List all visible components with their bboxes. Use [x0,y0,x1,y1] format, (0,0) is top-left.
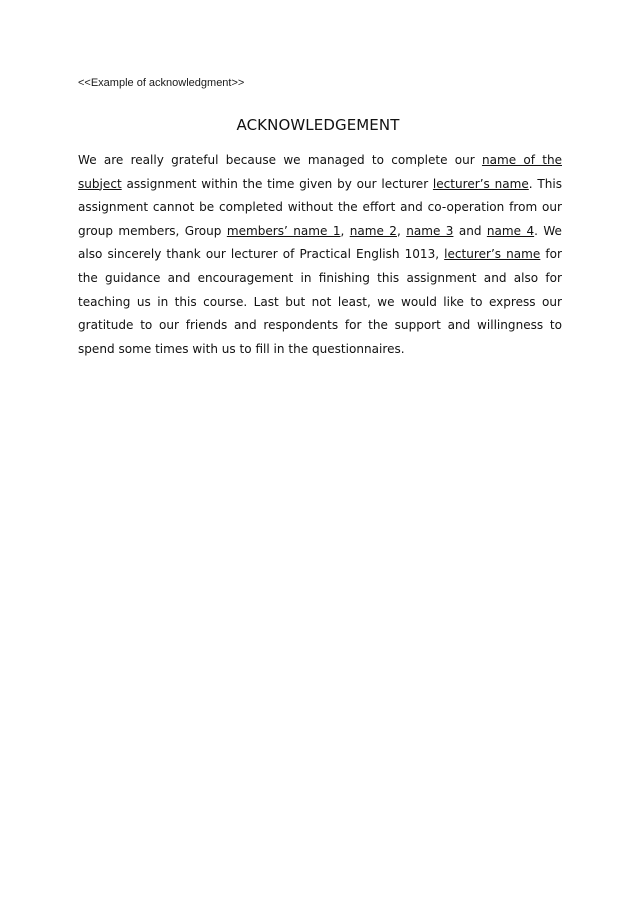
member-name-1-placeholder: members’ name 1 [226,223,341,238]
paragraph-text: and [453,223,487,238]
paragraph-text: , [396,223,407,238]
paragraph-text: , [340,223,350,238]
member-name-3-placeholder: name 3 [406,223,454,238]
paragraph-text: . This assignment cannot be completed without the effort and co-operation from our group members, Group [78,176,562,238]
lecturer-name-placeholder-2: lecturer’s name [444,247,541,262]
acknowledgement-paragraph [78,149,562,361]
page-title [0,116,638,134]
page-title-text: ACKNOWLEDGEMENT [236,116,400,134]
member-name-2-placeholder: name 2 [349,223,397,238]
paragraph-text: We are really grateful because we managed to complete our [78,153,482,167]
paragraph-text: . We also sincerely thank our lecturer of Practical English 1013, [78,223,562,262]
example-note: <<Example of acknowledgment>> [78,77,245,89]
paragraph-text: assignment within the time given by our lecturer [121,176,433,191]
paragraph-text: for the guidance and encouragement in finishing this assignment and also for teaching us in this course. Last but not least, we would like to express our gratitude to our friends and respondents for the support and willingness to spend some times with us to fill in the questionnaires. [78,247,562,356]
member-name-4-placeholder: name 4 [486,223,535,238]
lecturer-name-placeholder: lecturer’s name [432,176,529,191]
subject-name-placeholder: name of the subject [78,153,562,191]
